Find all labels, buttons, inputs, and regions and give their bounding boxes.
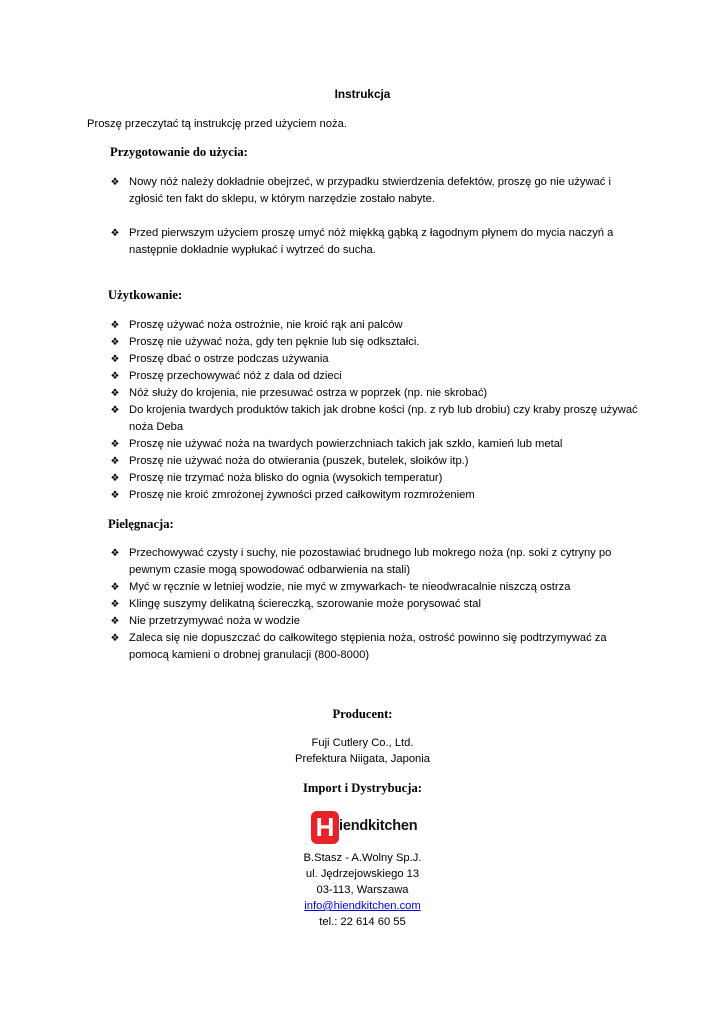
email-link[interactable]: info@hiendkitchen.com xyxy=(304,900,421,912)
diamond-bullet-icon: ❖ xyxy=(110,405,120,416)
list-item: ❖ Proszę nie używać noża do otwierania (puszek, butelek, słoików itp.) xyxy=(108,453,648,470)
section-heading-care: Pielęgnacja: xyxy=(108,517,174,531)
list-item: ❖ Proszę nie używać noża na twardych powierzchniach takich jak szkło, kamień lub metal xyxy=(108,436,648,453)
diamond-bullet-icon: ❖ xyxy=(110,490,120,501)
diamond-bullet-icon: ❖ xyxy=(110,388,120,399)
producer-heading: Producent: xyxy=(332,707,393,721)
producer-name: Fuji Cutlery Co., Ltd. xyxy=(311,737,414,749)
list-item: ❖ Przechowywać czysty i suchy, nie pozostawiać brudnego lub mokrego noża (np. soki z cytryny po pewnym czasie mogą spowodować odbarwienia na stali) xyxy=(108,545,648,579)
diamond-bullet-icon: ❖ xyxy=(110,582,120,593)
distributor-city: 03-113, Warszawa xyxy=(316,884,409,896)
list-item: ❖ Nie przetrzymywać noża w wodzie xyxy=(108,613,648,630)
distributor-company: B.Stasz - A.Wolny Sp.J. xyxy=(303,852,422,864)
list-item: ❖ Myć w ręcznie w letniej wodzie, nie myć w zmywarkach- te nieodwracalnie niszczą ostrza xyxy=(108,579,648,596)
list-item: ❖ Nowy nóż należy dokładnie obejrzeć, w przypadku stwierdzenia defektów, proszę go nie używać i zgłosić ten fakt do sklepu, w którym narzędzie zostało nabyte. xyxy=(108,174,648,208)
list-item: ❖ Proszę używać noża ostrożnie, nie kroić rąk ani palców xyxy=(108,317,648,334)
diamond-bullet-icon: ❖ xyxy=(110,320,120,331)
diamond-bullet-icon: ❖ xyxy=(110,633,120,644)
list-item: ❖ Proszę nie trzymać noża blisko do ognia (wysokich temperatur) xyxy=(108,470,648,487)
diamond-bullet-icon: ❖ xyxy=(110,354,120,365)
diamond-bullet-icon: ❖ xyxy=(110,177,120,188)
list-item: ❖ Zaleca się nie dopuszczać do całkowitego stępienia noża, ostrość powinno się podtrzymywać za pomocą kamieni o drobnej granulacji (800-8000) xyxy=(108,630,648,664)
logo-wordmark: iendkitchen xyxy=(339,818,418,834)
list-item: ❖ Proszę przechowywać nóż z dala od dzieci xyxy=(108,368,648,385)
distributor-street: ul. Jędrzejowskiego 13 xyxy=(305,868,420,880)
distributor-phone: tel.: 22 614 60 55 xyxy=(319,916,406,928)
list-item: ❖ Przed pierwszym użyciem proszę umyć nóż miękką gąbką z łagodnym płynem do mycia naczyń a następnie dokładnie wypłukać i wytrzeć do sucha. xyxy=(108,225,648,259)
preparation-list xyxy=(108,174,648,259)
diamond-bullet-icon: ❖ xyxy=(110,599,120,610)
diamond-bullet-icon: ❖ xyxy=(110,548,120,559)
diamond-bullet-icon: ❖ xyxy=(110,456,120,467)
diamond-bullet-icon: ❖ xyxy=(110,439,120,450)
section-heading-usage: Użytkowanie: xyxy=(108,288,183,302)
care-list xyxy=(108,545,648,664)
usage-list xyxy=(108,317,648,504)
logo-letter-mark: H xyxy=(311,811,339,844)
producer-location: Prefektura Niigata, Japonia xyxy=(295,753,430,765)
list-item: ❖ Nóż służy do krojenia, nie przesuwać ostrza w poprzek (np. nie skrobać) xyxy=(108,385,648,402)
distributor-email-row xyxy=(0,898,725,915)
diamond-bullet-icon: ❖ xyxy=(110,371,120,382)
list-item: ❖ Klingę suszymy delikatną ściereczką, szorowanie może porysować stal xyxy=(108,596,648,613)
list-item: ❖ Proszę dbać o ostrze podczas używania xyxy=(108,351,648,368)
list-item: ❖ Proszę nie kroić zmrożonej żywności przed całkowitym rozmrożeniem xyxy=(108,487,648,504)
distribution-heading: Import i Dystrybucja: xyxy=(303,781,422,795)
diamond-bullet-icon: ❖ xyxy=(110,616,120,627)
diamond-bullet-icon: ❖ xyxy=(110,228,120,239)
intro-text: Proszę przeczytać tą instrukcję przed użyciem noża. xyxy=(87,118,347,130)
diamond-bullet-icon: ❖ xyxy=(110,337,120,348)
document-title: Instrukcja xyxy=(334,87,391,101)
list-item: ❖ Proszę nie używać noża, gdy ten pęknie lub się odkształci. xyxy=(108,334,648,351)
list-item: ❖ Do krojenia twardych produktów takich jak drobne kości (np. z ryb lub drobiu) czy kraby proszę używać noża Deba xyxy=(108,402,648,436)
section-heading-preparation: Przygotowanie do użycia: xyxy=(110,145,248,159)
hiendkitchen-logo xyxy=(311,811,421,847)
diamond-bullet-icon: ❖ xyxy=(110,473,120,484)
